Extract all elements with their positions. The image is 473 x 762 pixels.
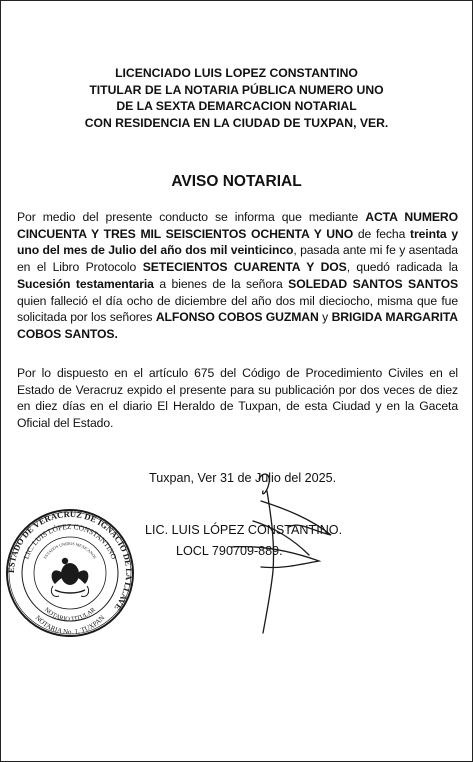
p1-text-3: , pasada ante mi fe y asentada en el Libro Protocolo <box>17 243 458 275</box>
p1-act-number: ACTA NUMERO CINCUENTA Y TRES MIL SEISCIENTOS OCHENTA Y UNO <box>17 210 458 241</box>
p1-applicant-2: BRIGIDA MARGARITA COBOS SANTOS. <box>17 310 458 341</box>
notary-seal <box>5 508 135 638</box>
p1-deceased-name: SOLEDAD SANTOS SANTOS <box>288 276 458 291</box>
header-line-3: DE LA SEXTA DEMARCACION NOTARIAL <box>116 99 357 113</box>
notice-title: AVISO NOTARIAL <box>171 173 302 190</box>
p1-text-7: y <box>318 310 332 325</box>
p1-succession-type: Sucesión testamentaria <box>17 276 154 291</box>
notice-paragraph-2: Por lo dispuesto en el artículo 675 del Código de Procedimiento Civiles en el Estado de Veracruz expido el presente para su publicación por dos veces de diez en diez días en el diario El Heraldo de Tuxpan, de esta Ciudad y en la Gaceta Oficial del Estado. <box>17 366 458 431</box>
seal-bottom-line-2: NOTARIA No. 1, TUXPAN <box>33 613 107 637</box>
handwritten-signature <box>201 461 361 641</box>
notary-header <box>1 65 472 131</box>
signer-name: LIC. LUIS LÓPEZ CONSTANTINO. <box>145 523 343 537</box>
p1-text-5: a bienes de la señora <box>153 276 289 291</box>
header-line-4: CON RESIDENCIA EN LA CIUDAD DE TUXPAN, VER. <box>84 115 389 130</box>
header-line-2: TITULAR DE LA NOTARIA PÚBLICA NUMERO UNO <box>89 82 384 97</box>
seal-inner-text: LIC. LUIS LÓPEZ CONSTANTINO <box>21 521 119 561</box>
notice-paragraph-1 <box>17 209 458 343</box>
mexican-eagle-emblem-icon <box>51 558 88 597</box>
p1-text-1: Por medio del presente conducto se informa que mediante <box>17 210 366 224</box>
p1-text-4: , quedó radicada la <box>346 260 458 275</box>
place-and-date: Tuxpan, Ver 31 de Julio del 2025. <box>149 471 337 485</box>
p1-protocol-book: SETECIENTOS CUARENTA Y DOS <box>142 260 347 275</box>
seal-bottom-line-1: NOTARIO TITULAR <box>43 606 97 624</box>
svg-text:ESTADOS UNIDOS MEXICANOS <box>42 541 97 560</box>
header-line-1: LICENCIADO LUIS LOPEZ CONSTANTINO <box>115 66 358 80</box>
signer-rfc: LOCL 790709-889. <box>176 544 283 558</box>
p1-text-2: de fecha <box>353 226 411 241</box>
svg-text:NOTARIO TITULAR <box>43 606 97 623</box>
seal-center-text: ESTADOS UNIDOS MEXICANOS <box>42 540 98 560</box>
p1-text-6: quien falleció el día ocho de diciembre del año dos mil dieciocho, misma que fue solicitada por los señores <box>17 293 458 325</box>
seal-outer-text: ESTADO DE VERACRUZ DE IGNACIO DE LA LLAVE <box>5 508 135 613</box>
p1-act-date: treinta y uno del mes de Julio del año dos mil veinticinco <box>17 226 459 258</box>
p1-applicant-1: ALFONSO COBOS GUZMAN <box>155 310 319 325</box>
